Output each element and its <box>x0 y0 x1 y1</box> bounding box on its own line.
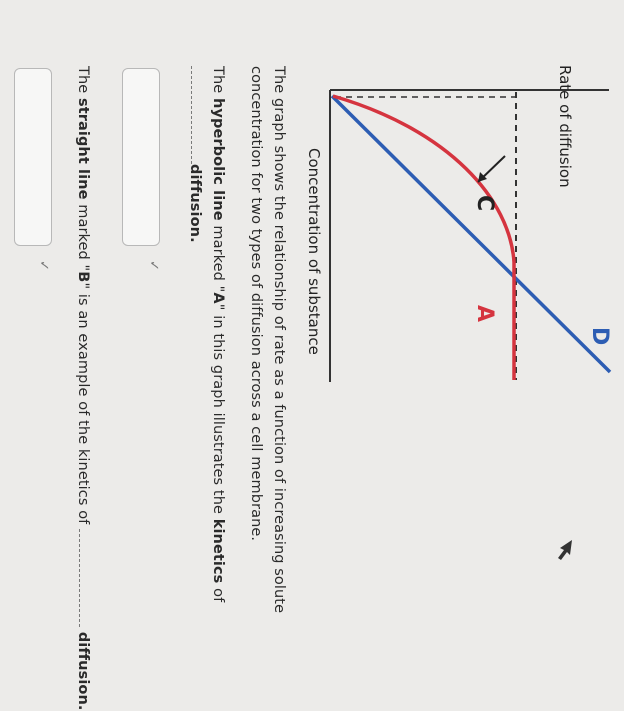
question-1-line-1: The hyperbolic line marked "A" in this graph illustrates the kinetics of <box>210 66 226 603</box>
blank-q1 <box>191 66 192 164</box>
intro-line-1: The graph shows the relationship of rate as a function of increasing solute <box>271 66 287 614</box>
answer-input-q2[interactable] <box>14 68 52 246</box>
question-2-line: The straight line marked "B" is an example of the kinetics of diffusion. <box>75 66 91 711</box>
intro-line-2: concentration for two types of diffusion across a cell membrane. <box>248 66 264 542</box>
label-a: A <box>472 305 497 323</box>
spellcheck-icon[interactable]: ✓ <box>145 260 161 271</box>
question-1-line-2: diffusion. <box>188 66 203 243</box>
answer-input-q1[interactable] <box>122 68 160 246</box>
blank-q2 <box>79 529 80 627</box>
cursor-arrow-icon <box>558 540 572 560</box>
curve-a <box>333 96 514 380</box>
label-d: D <box>587 327 612 346</box>
y-axis-label: Rate of diffusion <box>556 65 574 188</box>
spellcheck-icon[interactable]: ✓ <box>35 260 51 271</box>
x-axis-label: Concentration of substance <box>305 148 323 355</box>
label-c: C <box>472 195 497 212</box>
